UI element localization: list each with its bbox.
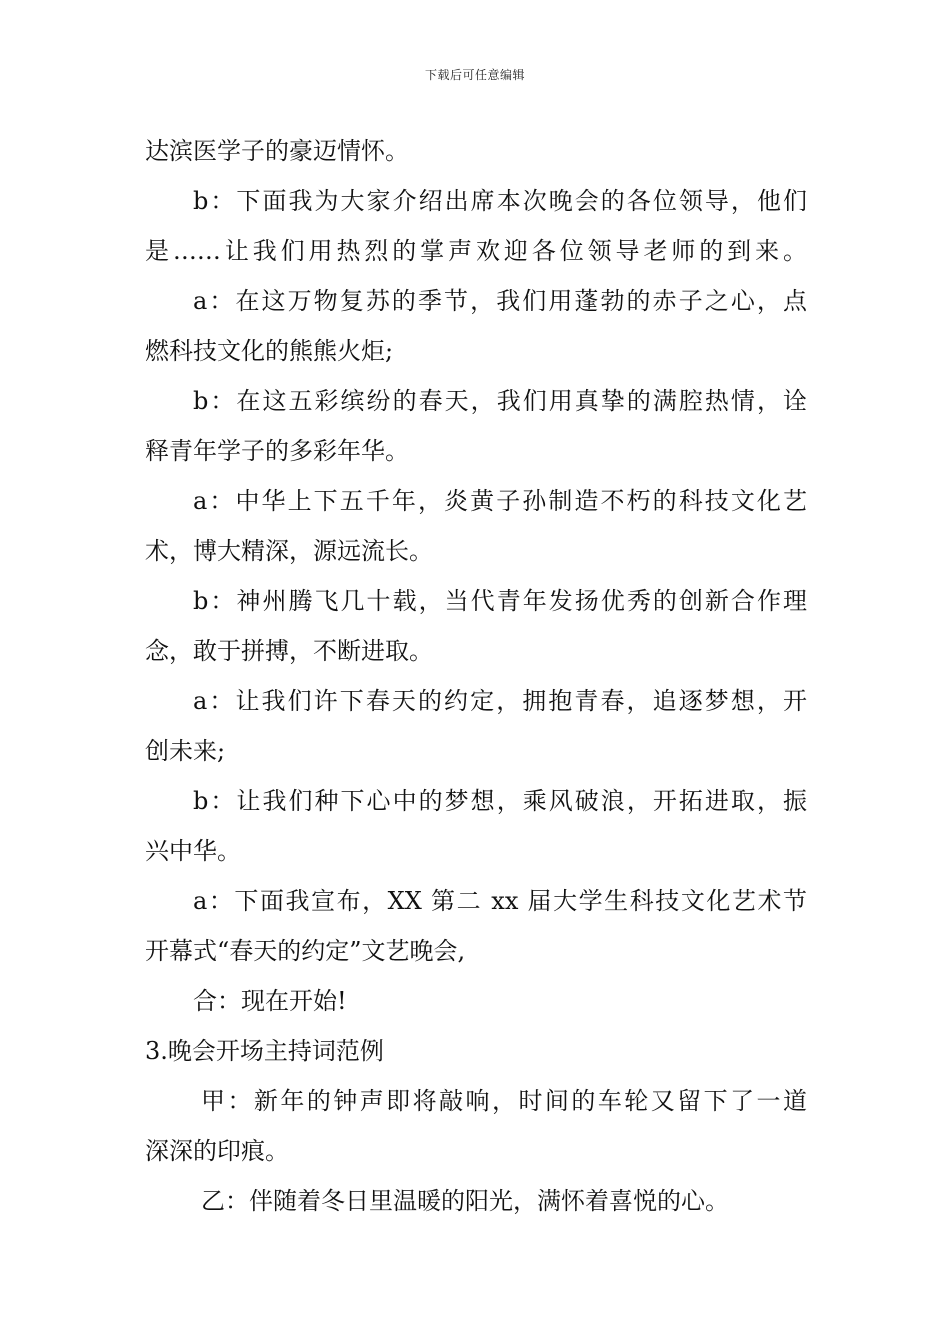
text-line: b：下面我为大家介绍出席本次晚会的各位领导，他们: [193, 187, 807, 215]
text-line: 创未来;: [145, 737, 226, 765]
text-line: 术，博大精深，源远流长。: [145, 537, 433, 565]
text-line: a：在这万物复苏的季节，我们用蓬勃的赤子之心，点: [193, 287, 807, 315]
text-line: 甲：新年的钟声即将敲响，时间的车轮又留下了一道: [201, 1087, 807, 1115]
text-line: b：在这五彩缤纷的春天，我们用真挚的满腔热情，诠: [193, 387, 807, 415]
text-line: 燃科技文化的熊熊火炬;: [145, 337, 394, 365]
text-line: 乙：伴随着冬日里温暖的阳光，满怀着喜悦的心。: [201, 1187, 729, 1215]
text-line: 深深的印痕。: [145, 1137, 289, 1165]
text-line: b：神州腾飞几十载，当代青年发扬优秀的创新合作理: [193, 587, 807, 615]
text-line: 兴中华。: [145, 837, 241, 865]
text-line: a：让我们许下春天的约定，拥抱青春，追逐梦想，开: [193, 687, 807, 715]
section-heading: 3.晚会开场主持词范例: [145, 1037, 384, 1065]
document-body: [145, 126, 807, 1226]
text-line: 释青年学子的多彩年华。: [145, 437, 409, 465]
text-line: 是……让我们用热烈的掌声欢迎各位领导老师的到来。: [145, 237, 807, 265]
text-line: a：中华上下五千年，炎黄子孙制造不朽的科技文化艺: [193, 487, 807, 515]
text-line: 达滨医学子的豪迈情怀。: [145, 137, 409, 165]
text-line: 开幕式“春天的约定”文艺晚会,: [145, 937, 466, 965]
text-line: a：下面我宣布，XX 第二 xx 届大学生科技文化艺术节: [193, 887, 807, 915]
page-header: 下载后可任意编辑: [424, 68, 525, 82]
text-line: 念，敢于拼搏，不断进取。: [145, 637, 433, 665]
text-line: 合：现在开始!: [193, 987, 347, 1015]
text-line: b：让我们种下心中的梦想，乘风破浪，开拓进取，振: [193, 787, 807, 815]
